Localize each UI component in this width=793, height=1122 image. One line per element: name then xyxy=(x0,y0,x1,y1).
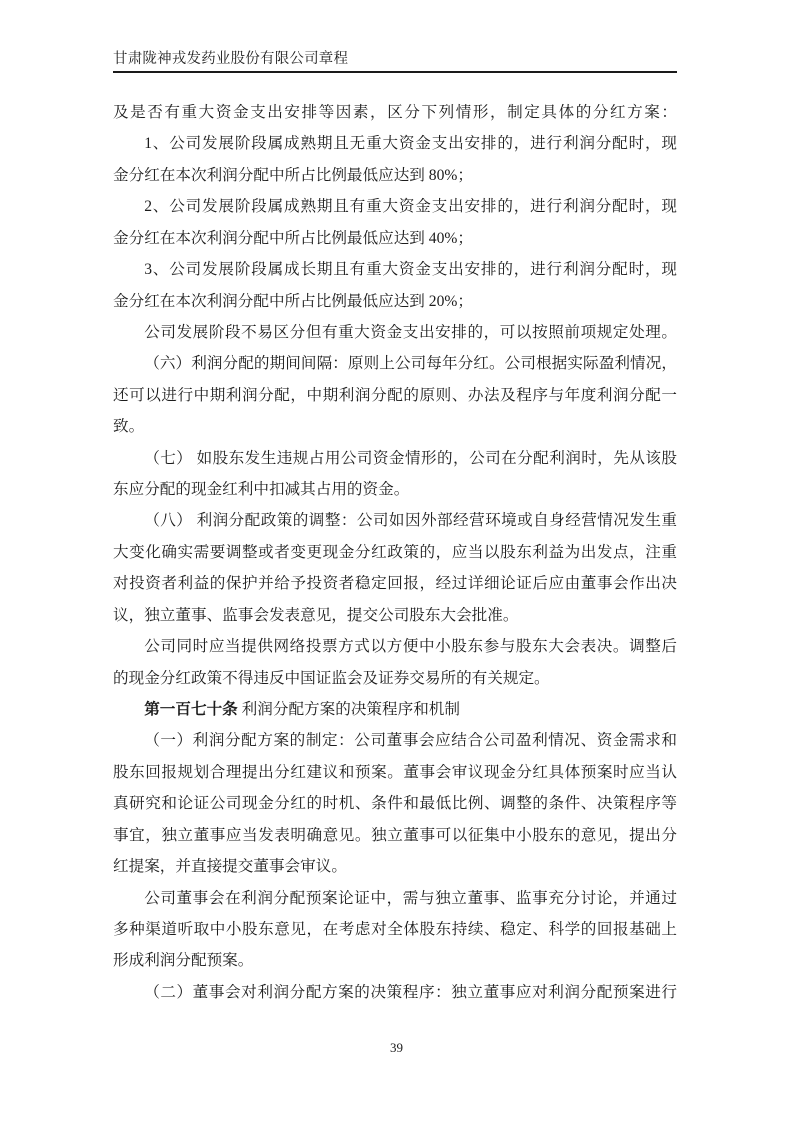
header-title: 甘肃陇神戎发药业股份有限公司章程 xyxy=(113,51,349,67)
text-segment: 金分红在本次利润分配中所占比例最低应达到 40%； xyxy=(113,229,473,247)
text-segment: 公司董事会在利润分配预案论证中，需与独立董事、监事充分讨论，并通过 xyxy=(144,889,677,907)
text-segment: 利润分配方案的决策程序和机制 xyxy=(237,701,460,719)
text-line xyxy=(113,505,677,536)
page-header xyxy=(113,51,677,73)
document-body xyxy=(113,97,677,1008)
text-line xyxy=(113,317,677,348)
text-segment: （七） 如股东发生违规占用公司资金情形的，公司在分配利润时，先从该股 xyxy=(144,449,677,467)
text-segment: 对投资者利益的保护并给予投资者稳定回报，经过详细论证后应由董事会作出决 xyxy=(113,575,677,593)
text-line xyxy=(113,883,677,914)
text-line xyxy=(113,914,677,945)
text-segment: 红提案，并直接提交董事会审议。 xyxy=(113,858,347,876)
text-line xyxy=(113,663,677,694)
text-segment: （八） 利润分配政策的调整：公司如因外部经营环境或自身经营情况发生重 xyxy=(144,512,677,530)
text-segment: 还可以进行中期利润分配，中期利润分配的原则、办法及程序与年度利润分配一 xyxy=(113,386,677,404)
text-segment: 公司同时应当提供网络投票方式以方便中小股东参与股东大会表决。调整后 xyxy=(144,638,677,656)
text-segment: 大变化确实需要调整或者变更现金分红政策的，应当以股东利益为出发点，注重 xyxy=(113,543,677,561)
text-segment: 多种渠道听取中小股东意见，在考虑对全体股东持续、稳定、科学的回报基础上 xyxy=(113,920,677,938)
text-segment: 形成利润分配预案。 xyxy=(113,952,254,970)
text-line xyxy=(113,600,677,631)
text-line xyxy=(113,631,677,662)
text-segment: （六）利润分配的期间间隔：原则上公司每年分红。公司根据实际盈利情况， xyxy=(144,355,677,373)
text-line xyxy=(113,380,677,411)
text-segment: 1、公司发展阶段属成熟期且无重大资金支出安排的，进行利润分配时，现 xyxy=(144,135,677,153)
text-segment: 的现金分红政策不得违反中国证监会及证券交易所的有关规定。 xyxy=(113,669,550,687)
text-segment: 金分红在本次利润分配中所占比例最低应达到 20%； xyxy=(113,292,473,310)
text-line xyxy=(113,443,677,474)
text-line xyxy=(113,191,677,222)
text-segment: 及是否有重大资金支出安排等因素，区分下列情形，制定具体的分红方案： xyxy=(113,104,677,121)
text-line xyxy=(113,725,677,756)
text-line xyxy=(113,851,677,882)
text-segment: 3、公司发展阶段属成长期且有重大资金支出安排的，进行利润分配时，现 xyxy=(144,261,677,279)
text-line xyxy=(113,820,677,851)
text-line xyxy=(113,694,677,725)
text-segment: 事宜，独立董事应当发表明确意见。独立董事可以征集中小股东的意见，提出分 xyxy=(113,826,677,844)
text-segment: （二）董事会对利润分配方案的决策程序：独立董事应对利润分配预案进行 xyxy=(144,983,677,1001)
text-segment: 股东回报规划合理提出分红建议和预案。董事会审议现金分红具体预案时应当认 xyxy=(113,763,677,781)
text-line xyxy=(113,537,677,568)
text-line xyxy=(113,474,677,505)
text-line xyxy=(113,254,677,285)
text-segment: 东应分配的现金红利中扣减其占用的资金。 xyxy=(113,481,410,499)
text-segment: 2、公司发展阶段属成熟期且有重大资金支出安排的，进行利润分配时，现 xyxy=(144,198,677,216)
text-line xyxy=(113,788,677,819)
text-line xyxy=(113,128,677,159)
text-segment: （一）利润分配方案的制定：公司董事会应结合公司盈利情况、资金需求和 xyxy=(144,732,677,750)
text-line xyxy=(113,757,677,788)
text-line xyxy=(113,223,677,254)
text-segment: 公司发展阶段不易区分但有重大资金支出安排的，可以按照前项规定处理。 xyxy=(144,323,677,341)
text-line xyxy=(113,568,677,599)
page-footer xyxy=(0,1040,793,1055)
article-number: 第一百七十条 xyxy=(144,701,238,719)
text-line xyxy=(113,411,677,442)
text-line xyxy=(113,286,677,317)
text-line xyxy=(113,348,677,379)
text-segment: 金分红在本次利润分配中所占比例最低应达到 80%； xyxy=(113,166,473,184)
text-segment: 真研究和论证公司现金分红的时机、条件和最低比例、调整的条件、决策程序等 xyxy=(113,795,677,813)
text-segment: 议，独立董事、监事会发表意见，提交公司股东大会批准。 xyxy=(113,606,519,624)
text-line xyxy=(113,945,677,976)
page-number: 39 xyxy=(390,1040,403,1055)
text-line xyxy=(113,97,677,128)
text-segment: 致。 xyxy=(113,418,145,436)
text-line xyxy=(113,977,677,1008)
text-line xyxy=(113,160,677,191)
